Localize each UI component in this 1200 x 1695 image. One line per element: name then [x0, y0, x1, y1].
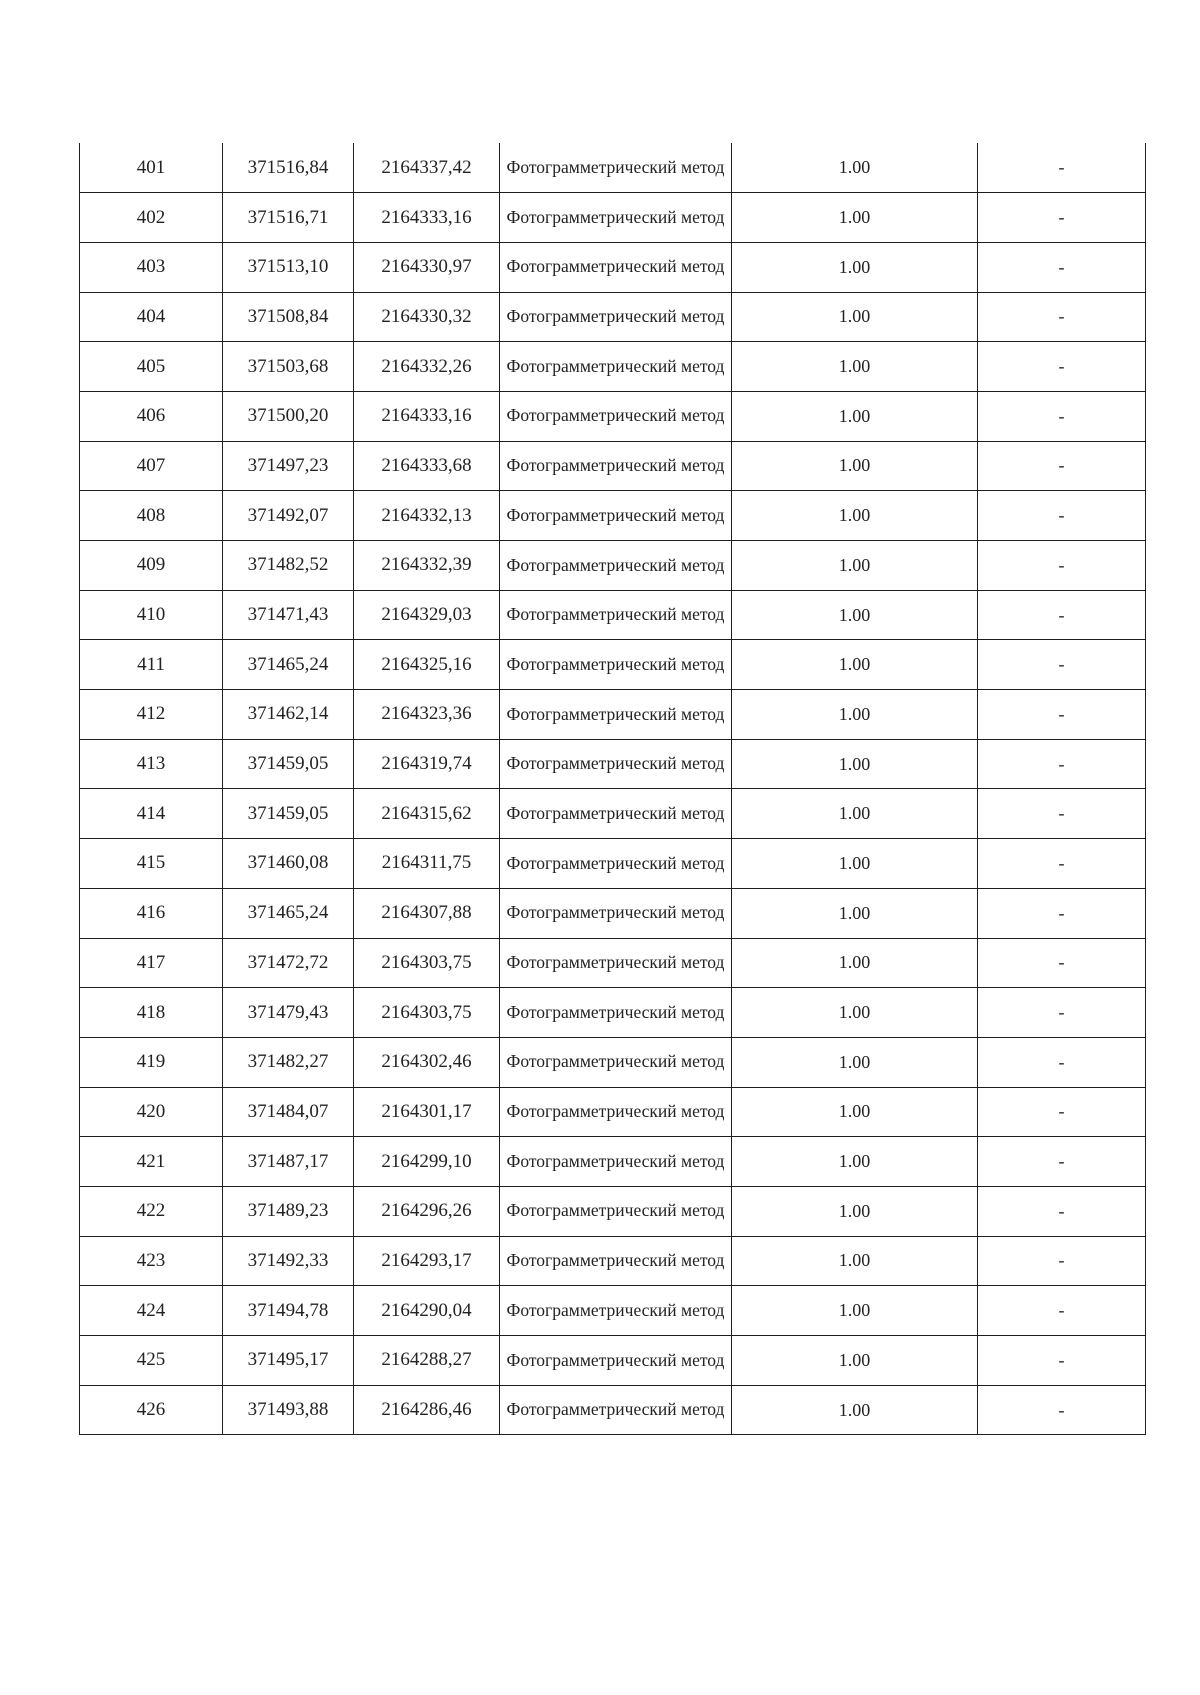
method-cell: Фотограмметрический метод	[500, 541, 732, 591]
point-number-cell: 421	[80, 1137, 223, 1187]
y-coordinate-cell: 2164337,42	[354, 143, 500, 193]
description-cell: -	[978, 1037, 1146, 1087]
y-coordinate-cell: 2164290,04	[354, 1286, 500, 1336]
method-cell: Фотограмметрический метод	[500, 1385, 732, 1435]
description-cell: -	[978, 739, 1146, 789]
description-cell: -	[978, 491, 1146, 541]
description-cell: -	[978, 988, 1146, 1038]
point-number-cell: 409	[80, 541, 223, 591]
table-row	[80, 888, 1146, 938]
x-coordinate-cell: 371479,43	[223, 988, 354, 1038]
y-coordinate-cell: 2164325,16	[354, 640, 500, 690]
table-row	[80, 491, 1146, 541]
y-coordinate-cell: 2164301,17	[354, 1087, 500, 1137]
accuracy-cell: 1.00	[732, 690, 978, 740]
x-coordinate-cell: 371484,07	[223, 1087, 354, 1137]
description-cell: -	[978, 391, 1146, 441]
description-cell: -	[978, 441, 1146, 491]
x-coordinate-cell: 371459,05	[223, 739, 354, 789]
x-coordinate-cell: 371516,71	[223, 193, 354, 243]
accuracy-cell: 1.00	[732, 342, 978, 392]
accuracy-cell: 1.00	[732, 789, 978, 839]
point-number-cell: 406	[80, 391, 223, 441]
y-coordinate-cell: 2164296,26	[354, 1186, 500, 1236]
point-number-cell: 417	[80, 938, 223, 988]
method-cell: Фотограмметрический метод	[500, 143, 732, 193]
y-coordinate-cell: 2164303,75	[354, 938, 500, 988]
method-cell: Фотограмметрический метод	[500, 839, 732, 889]
point-number-cell: 407	[80, 441, 223, 491]
accuracy-cell: 1.00	[732, 143, 978, 193]
method-cell: Фотограмметрический метод	[500, 1137, 732, 1187]
accuracy-cell: 1.00	[732, 1137, 978, 1187]
x-coordinate-cell: 371492,33	[223, 1236, 354, 1286]
method-cell: Фотограмметрический метод	[500, 888, 732, 938]
x-coordinate-cell: 371465,24	[223, 640, 354, 690]
table-row	[80, 988, 1146, 1038]
description-cell: -	[978, 1137, 1146, 1187]
method-cell: Фотограмметрический метод	[500, 988, 732, 1038]
method-cell: Фотограмметрический метод	[500, 640, 732, 690]
accuracy-cell: 1.00	[732, 541, 978, 591]
x-coordinate-cell: 371472,72	[223, 938, 354, 988]
x-coordinate-cell: 371465,24	[223, 888, 354, 938]
y-coordinate-cell: 2164319,74	[354, 739, 500, 789]
method-cell: Фотограмметрический метод	[500, 342, 732, 392]
x-coordinate-cell: 371497,23	[223, 441, 354, 491]
table-row	[80, 242, 1146, 292]
point-number-cell: 410	[80, 590, 223, 640]
method-cell: Фотограмметрический метод	[500, 739, 732, 789]
description-cell: -	[978, 1385, 1146, 1435]
y-coordinate-cell: 2164330,32	[354, 292, 500, 342]
x-coordinate-cell: 371492,07	[223, 491, 354, 541]
point-number-cell: 419	[80, 1037, 223, 1087]
description-cell: -	[978, 292, 1146, 342]
coordinates-table	[79, 143, 1146, 1435]
method-cell: Фотограмметрический метод	[500, 242, 732, 292]
y-coordinate-cell: 2164307,88	[354, 888, 500, 938]
table-row	[80, 391, 1146, 441]
point-number-cell: 408	[80, 491, 223, 541]
description-cell: -	[978, 1286, 1146, 1336]
x-coordinate-cell: 371494,78	[223, 1286, 354, 1336]
description-cell: -	[978, 839, 1146, 889]
table-row	[80, 789, 1146, 839]
table-row	[80, 193, 1146, 243]
document-page	[79, 143, 1145, 1435]
y-coordinate-cell: 2164288,27	[354, 1336, 500, 1386]
point-number-cell: 414	[80, 789, 223, 839]
table-row	[80, 1236, 1146, 1286]
x-coordinate-cell: 371516,84	[223, 143, 354, 193]
description-cell: -	[978, 1236, 1146, 1286]
point-number-cell: 404	[80, 292, 223, 342]
description-cell: -	[978, 640, 1146, 690]
table-row	[80, 1087, 1146, 1137]
description-cell: -	[978, 690, 1146, 740]
method-cell: Фотограмметрический метод	[500, 491, 732, 541]
y-coordinate-cell: 2164329,03	[354, 590, 500, 640]
x-coordinate-cell: 371482,52	[223, 541, 354, 591]
y-coordinate-cell: 2164333,16	[354, 391, 500, 441]
accuracy-cell: 1.00	[732, 242, 978, 292]
table-row	[80, 1336, 1146, 1386]
y-coordinate-cell: 2164323,36	[354, 690, 500, 740]
method-cell: Фотограмметрический метод	[500, 193, 732, 243]
x-coordinate-cell: 371493,88	[223, 1385, 354, 1435]
accuracy-cell: 1.00	[732, 292, 978, 342]
y-coordinate-cell: 2164293,17	[354, 1236, 500, 1286]
y-coordinate-cell: 2164333,68	[354, 441, 500, 491]
table-row	[80, 938, 1146, 988]
x-coordinate-cell: 371482,27	[223, 1037, 354, 1087]
x-coordinate-cell: 371513,10	[223, 242, 354, 292]
point-number-cell: 416	[80, 888, 223, 938]
description-cell: -	[978, 1336, 1146, 1386]
point-number-cell: 420	[80, 1087, 223, 1137]
table-row	[80, 1385, 1146, 1435]
x-coordinate-cell: 371462,14	[223, 690, 354, 740]
point-number-cell: 425	[80, 1336, 223, 1386]
point-number-cell: 418	[80, 988, 223, 1038]
description-cell: -	[978, 143, 1146, 193]
x-coordinate-cell: 371495,17	[223, 1336, 354, 1386]
accuracy-cell: 1.00	[732, 938, 978, 988]
y-coordinate-cell: 2164332,13	[354, 491, 500, 541]
x-coordinate-cell: 371460,08	[223, 839, 354, 889]
point-number-cell: 424	[80, 1286, 223, 1336]
coordinates-table-body	[80, 143, 1146, 1435]
table-row	[80, 342, 1146, 392]
point-number-cell: 411	[80, 640, 223, 690]
method-cell: Фотограмметрический метод	[500, 391, 732, 441]
point-number-cell: 405	[80, 342, 223, 392]
accuracy-cell: 1.00	[732, 590, 978, 640]
description-cell: -	[978, 590, 1146, 640]
table-row	[80, 292, 1146, 342]
accuracy-cell: 1.00	[732, 1336, 978, 1386]
y-coordinate-cell: 2164302,46	[354, 1037, 500, 1087]
x-coordinate-cell: 371471,43	[223, 590, 354, 640]
point-number-cell: 422	[80, 1186, 223, 1236]
method-cell: Фотограмметрический метод	[500, 1087, 732, 1137]
x-coordinate-cell: 371503,68	[223, 342, 354, 392]
accuracy-cell: 1.00	[732, 1286, 978, 1336]
accuracy-cell: 1.00	[732, 640, 978, 690]
point-number-cell: 403	[80, 242, 223, 292]
accuracy-cell: 1.00	[732, 391, 978, 441]
accuracy-cell: 1.00	[732, 988, 978, 1038]
table-row	[80, 1037, 1146, 1087]
description-cell: -	[978, 342, 1146, 392]
point-number-cell: 426	[80, 1385, 223, 1435]
table-row	[80, 441, 1146, 491]
method-cell: Фотограмметрический метод	[500, 1336, 732, 1386]
method-cell: Фотограмметрический метод	[500, 690, 732, 740]
description-cell: -	[978, 541, 1146, 591]
point-number-cell: 402	[80, 193, 223, 243]
table-row	[80, 541, 1146, 591]
point-number-cell: 415	[80, 839, 223, 889]
method-cell: Фотограмметрический метод	[500, 1286, 732, 1336]
x-coordinate-cell: 371487,17	[223, 1137, 354, 1187]
table-row	[80, 1286, 1146, 1336]
table-row	[80, 143, 1146, 193]
table-row	[80, 839, 1146, 889]
accuracy-cell: 1.00	[732, 739, 978, 789]
table-row	[80, 690, 1146, 740]
description-cell: -	[978, 789, 1146, 839]
table-row	[80, 640, 1146, 690]
accuracy-cell: 1.00	[732, 839, 978, 889]
x-coordinate-cell: 371489,23	[223, 1186, 354, 1236]
accuracy-cell: 1.00	[732, 1186, 978, 1236]
y-coordinate-cell: 2164299,10	[354, 1137, 500, 1187]
accuracy-cell: 1.00	[732, 888, 978, 938]
method-cell: Фотограмметрический метод	[500, 292, 732, 342]
description-cell: -	[978, 1087, 1146, 1137]
accuracy-cell: 1.00	[732, 193, 978, 243]
method-cell: Фотограмметрический метод	[500, 1037, 732, 1087]
description-cell: -	[978, 193, 1146, 243]
y-coordinate-cell: 2164332,26	[354, 342, 500, 392]
y-coordinate-cell: 2164333,16	[354, 193, 500, 243]
method-cell: Фотограмметрический метод	[500, 590, 732, 640]
y-coordinate-cell: 2164315,62	[354, 789, 500, 839]
description-cell: -	[978, 242, 1146, 292]
accuracy-cell: 1.00	[732, 1385, 978, 1435]
description-cell: -	[978, 888, 1146, 938]
table-row	[80, 1186, 1146, 1236]
accuracy-cell: 1.00	[732, 491, 978, 541]
y-coordinate-cell: 2164311,75	[354, 839, 500, 889]
table-row	[80, 590, 1146, 640]
y-coordinate-cell: 2164332,39	[354, 541, 500, 591]
description-cell: -	[978, 1186, 1146, 1236]
x-coordinate-cell: 371508,84	[223, 292, 354, 342]
description-cell: -	[978, 938, 1146, 988]
table-row	[80, 739, 1146, 789]
accuracy-cell: 1.00	[732, 1087, 978, 1137]
method-cell: Фотограмметрический метод	[500, 441, 732, 491]
accuracy-cell: 1.00	[732, 441, 978, 491]
x-coordinate-cell: 371459,05	[223, 789, 354, 839]
point-number-cell: 401	[80, 143, 223, 193]
accuracy-cell: 1.00	[732, 1236, 978, 1286]
y-coordinate-cell: 2164286,46	[354, 1385, 500, 1435]
y-coordinate-cell: 2164330,97	[354, 242, 500, 292]
accuracy-cell: 1.00	[732, 1037, 978, 1087]
x-coordinate-cell: 371500,20	[223, 391, 354, 441]
point-number-cell: 423	[80, 1236, 223, 1286]
method-cell: Фотограмметрический метод	[500, 1236, 732, 1286]
method-cell: Фотограмметрический метод	[500, 1186, 732, 1236]
method-cell: Фотограмметрический метод	[500, 938, 732, 988]
point-number-cell: 413	[80, 739, 223, 789]
y-coordinate-cell: 2164303,75	[354, 988, 500, 1038]
point-number-cell: 412	[80, 690, 223, 740]
method-cell: Фотограмметрический метод	[500, 789, 732, 839]
table-row	[80, 1137, 1146, 1187]
